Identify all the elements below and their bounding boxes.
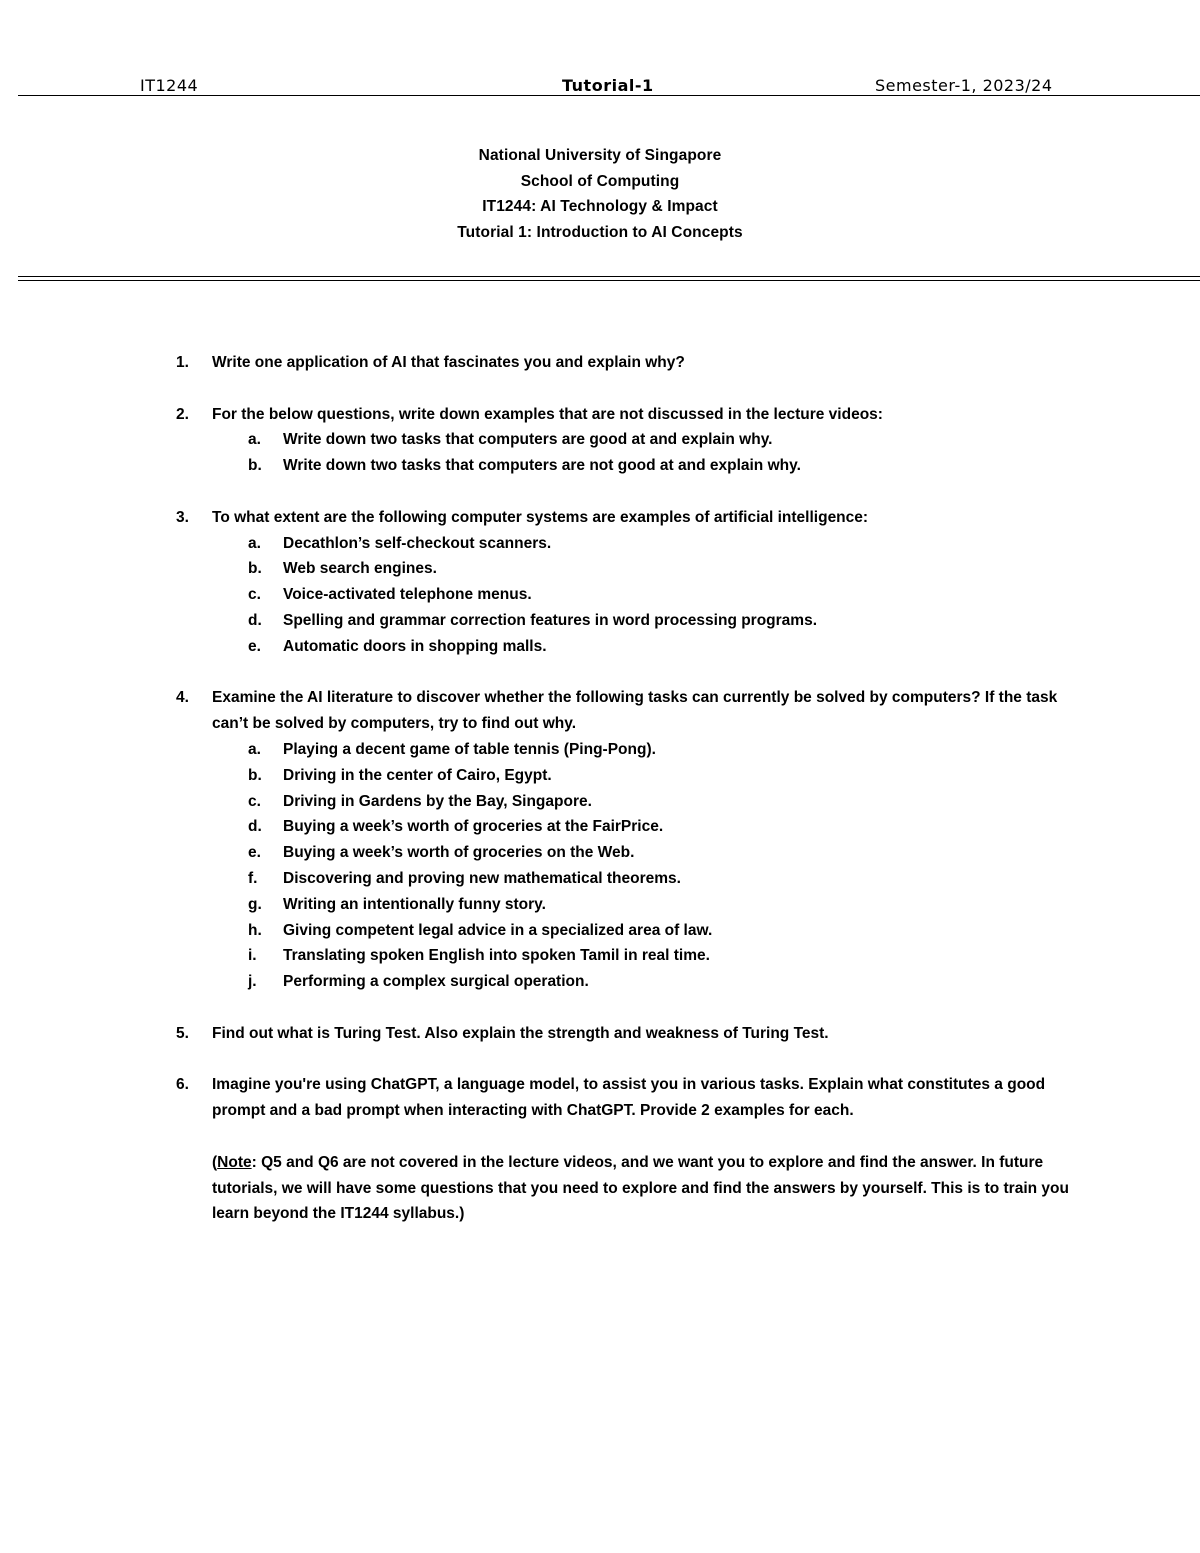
note-paragraph xyxy=(212,1150,1092,1227)
question-4 xyxy=(0,685,1200,737)
sub-item-text: Driving in Gardens by the Bay, Singapore. xyxy=(283,792,592,810)
university-name: National University of Singapore xyxy=(478,147,722,164)
note-label: Note xyxy=(217,1153,252,1171)
sub-item-letter: j. xyxy=(248,973,257,991)
sub-item-letter: d. xyxy=(248,611,262,629)
question-list xyxy=(0,350,1200,1227)
sub-item xyxy=(0,634,1200,660)
sub-item-letter: f. xyxy=(248,869,258,887)
header-tutorial-label: Tutorial-1 xyxy=(562,76,654,95)
question-number: 2. xyxy=(176,405,189,423)
sub-item-letter: h. xyxy=(248,921,262,939)
question-6 xyxy=(0,1072,1200,1124)
sub-item-letter: d. xyxy=(248,818,262,836)
sub-item-text: Voice-activated telephone menus. xyxy=(283,586,532,604)
sub-item-letter: i. xyxy=(248,947,257,965)
tutorial-title: Tutorial 1: Introduction to AI Concepts xyxy=(457,223,743,241)
sub-item-text: Decathlon’s self-checkout scanners. xyxy=(283,534,552,552)
sub-item-text: Performing a complex surgical operation. xyxy=(283,973,589,991)
sub-item-text: Giving competent legal advice in a specialized area of law. xyxy=(283,921,713,939)
title-divider-top xyxy=(18,276,1200,277)
header-semester: Semester-1, 2023/24 xyxy=(875,76,1053,95)
question-5 xyxy=(0,1021,1200,1047)
sub-item-text: Spelling and grammar correction features in word processing programs. xyxy=(283,611,818,629)
question-1 xyxy=(0,350,1200,376)
question-text: Write one application of AI that fascinates you and explain why? xyxy=(212,354,685,371)
note-text: Q5 and Q6 are not covered in the lecture videos, and we want you to explore and find the answer. In future tutorials, we will have some questions that you need to explore and find the answers by yourself. This is to train you learn beyond the IT1244 syllabus.) xyxy=(212,1153,1069,1223)
sub-item xyxy=(0,531,1200,557)
question-text: Find out what is Turing Test. Also explain the strength and weakness of Turing Test. xyxy=(212,1024,829,1042)
sub-item-letter: e. xyxy=(248,637,261,655)
sub-item-text: Web search engines. xyxy=(283,560,437,578)
question-text: For the below questions, write down examples that are not discussed in the lecture videos: xyxy=(212,405,883,423)
question-text: To what extent are the following computer systems are examples of artificial intelligence: xyxy=(212,508,869,526)
sub-item-text: Write down two tasks that computers are not good at and explain why. xyxy=(283,457,801,475)
sub-item xyxy=(0,918,1200,944)
question-3 xyxy=(0,505,1200,531)
sub-item xyxy=(0,866,1200,892)
sub-item xyxy=(0,840,1200,866)
sub-item-text: Translating spoken English into spoken Tamil in real time. xyxy=(283,947,710,965)
sub-item xyxy=(0,608,1200,634)
sub-item-letter: c. xyxy=(248,586,261,604)
question-number: 3. xyxy=(176,508,189,526)
sub-item-text: Buying a week’s worth of groceries on the Web. xyxy=(283,844,635,862)
question-text: Examine the AI literature to discover whether the following tasks can currently be solved by computers? If the task can’t be solved by computers, try to find out why. xyxy=(212,689,1058,733)
note-open-paren: ( xyxy=(212,1153,218,1171)
sub-item xyxy=(0,582,1200,608)
sub-item-text: Automatic doors in shopping malls. xyxy=(283,637,547,655)
sub-item xyxy=(0,789,1200,815)
sub-item-letter: a. xyxy=(248,431,261,449)
course-title: IT1244: AI Technology & Impact xyxy=(482,198,718,215)
sub-item-text: Discovering and proving new mathematical theorems. xyxy=(283,869,681,887)
sub-item-letter: b. xyxy=(248,560,262,578)
sub-item-letter: a. xyxy=(248,740,261,758)
question-number: 4. xyxy=(176,689,189,707)
sub-item xyxy=(0,737,1200,763)
sub-item-letter: a. xyxy=(248,534,261,552)
sub-item-text: Driving in the center of Cairo, Egypt. xyxy=(283,766,552,784)
question-text: Imagine you're using ChatGPT, a language model, to assist you in various tasks. Explain what constitutes a good prompt and a bad prompt when interacting with ChatGPT. Provide 2 examples for each. xyxy=(212,1076,1046,1120)
sub-item-text: Buying a week’s worth of groceries at the FairPrice. xyxy=(283,818,664,836)
note-colon: : xyxy=(251,1153,257,1171)
title-divider-bottom xyxy=(18,280,1200,281)
school-name: School of Computing xyxy=(520,172,680,190)
title-block xyxy=(0,143,1200,245)
sub-item xyxy=(0,427,1200,453)
page-header xyxy=(0,76,1200,100)
sub-item xyxy=(0,556,1200,582)
sub-item-letter: b. xyxy=(248,457,262,475)
sub-item-letter: e. xyxy=(248,844,261,862)
sub-item xyxy=(0,453,1200,479)
sub-item-text: Write down two tasks that computers are good at and explain why. xyxy=(283,431,773,449)
question-number: 5. xyxy=(176,1024,189,1042)
sub-item-letter: b. xyxy=(248,766,262,784)
question-number: 1. xyxy=(176,354,189,371)
question-2 xyxy=(0,402,1200,428)
sub-item-text: Writing an intentionally funny story. xyxy=(283,895,546,913)
sub-item-letter: c. xyxy=(248,792,261,810)
sub-item-letter: g. xyxy=(248,895,262,913)
sub-item xyxy=(0,943,1200,969)
sub-item xyxy=(0,892,1200,918)
question-number: 6. xyxy=(176,1076,189,1094)
sub-item xyxy=(0,969,1200,995)
header-course-code: IT1244 xyxy=(140,76,199,95)
sub-item xyxy=(0,763,1200,789)
sub-item-text: Playing a decent game of table tennis (Ping-Pong). xyxy=(283,740,656,758)
sub-item xyxy=(0,814,1200,840)
